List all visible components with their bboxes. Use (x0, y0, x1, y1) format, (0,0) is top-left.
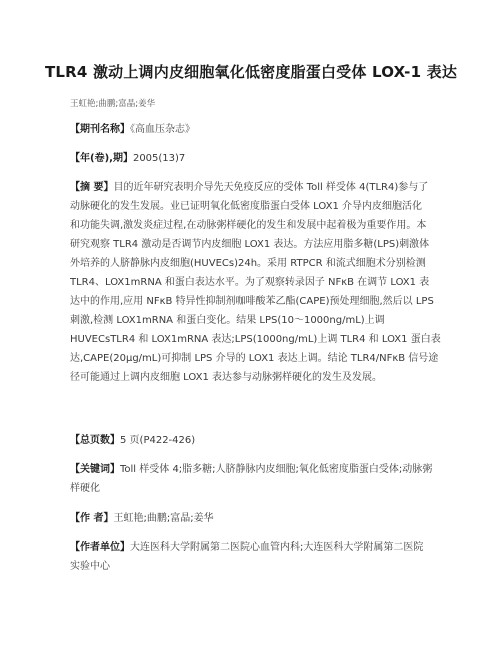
journal-value: 《高血压杂志》 (130, 124, 195, 135)
abstract-line-5: TLR4、LOX1mRNA 和蛋白表达水平。为了观察转录因子 NFκB 在调节 LOX1 表 (70, 277, 430, 288)
author-value: 王虹艳;曲鹏;富晶;姜华 (113, 513, 214, 524)
abstract-line-0: 【摘 要】目的近年研究表明介导先天免疫反应的受体 Toll 样受体 4(TLR4)参与了 (70, 182, 429, 193)
abstract-line-7: 刺激,检测 LOX1mRNA 和蛋白变化。结果 LPS(10～1000ng/mL)上调 (70, 315, 385, 326)
abstract-line-3: 研究观察 TLR4 激动是否调节内皮细胞 LOX1 表达。方法应用脂多糖(LPS)刺激体 (70, 239, 430, 250)
keywords-label: 【关键词】 (70, 464, 120, 475)
journal-field (70, 120, 450, 139)
abstract-line-10: 径可能通过上调内皮细胞 LOX1 表达参与动脉粥样硬化的发生及发展。 (70, 372, 383, 383)
journal-label: 【期刊名称】 (70, 124, 130, 135)
abstract-line-6: 达中的作用,应用 NFκB 特异性抑制剂咖啡酸苯乙酯(CAPE)预处理细胞,然后以 LPS (70, 296, 434, 307)
abstract-label: 【摘 要】 (70, 182, 114, 193)
abstract-line-4: 外培养的人脐静脉内皮细胞(HUVECs)24h。采用 RTPCR 和流式细胞术分别检测 (70, 258, 426, 269)
keywords-field (70, 460, 450, 498)
author-field (70, 509, 450, 528)
abstract-line-9: 达,CAPE(20μg/mL)可抑制 LPS 介导的 LOX1 表达上调。结论 TLR4/NFκB 信号途 (70, 353, 439, 364)
affiliation-label: 【作者单位】 (70, 542, 130, 553)
pages-value: 5 页(P422-426) (120, 435, 196, 446)
year-issue-field (70, 149, 450, 168)
abstract-line-1: 动脉硬化的发生发展。业已证明氧化低密度脂蛋白受体 LOX1 介导内皮细胞活化 (70, 201, 423, 212)
abstract-field (70, 178, 450, 387)
pages-field (70, 431, 450, 450)
authors-line: 王虹艳;曲鹏;富晶;姜华 (70, 99, 156, 109)
affiliation-line-1: 实验中心 (70, 561, 110, 572)
year-issue-label: 【年(卷),期】 (70, 153, 133, 164)
pages-label: 【总页数】 (70, 435, 120, 446)
document-title: TLR4 激动上调内皮细胞氧化低密度脂蛋白受体 LOX-1 表达 (44, 63, 458, 81)
abstract-line-2: 和功能失调,激发炎症过程,在动脉粥样硬化的发生和发展中起着极为重要作用。本 (70, 220, 427, 231)
year-issue-value: 2005(13)7 (132, 153, 186, 164)
keywords-line-0: 【关键词】Toll 样受体 4;脂多糖;人脐静脉内皮细胞;氧化低密度脂蛋白受体;动脉粥 (70, 464, 433, 475)
affiliation-field (70, 538, 450, 576)
keywords-line-1: 样硬化 (70, 483, 100, 494)
author-label: 【作 者】 (70, 513, 114, 524)
affiliation-line-0: 【作者单位】大连医科大学附属第二医院心血管内科;大连医科大学附属第二医院 (70, 542, 424, 553)
abstract-line-8: HUVECsTLR4 和 LOX1mRNA 表达;LPS(1000ng/mL)上调 TLR4 和 LOX1 蛋白表 (70, 334, 441, 345)
